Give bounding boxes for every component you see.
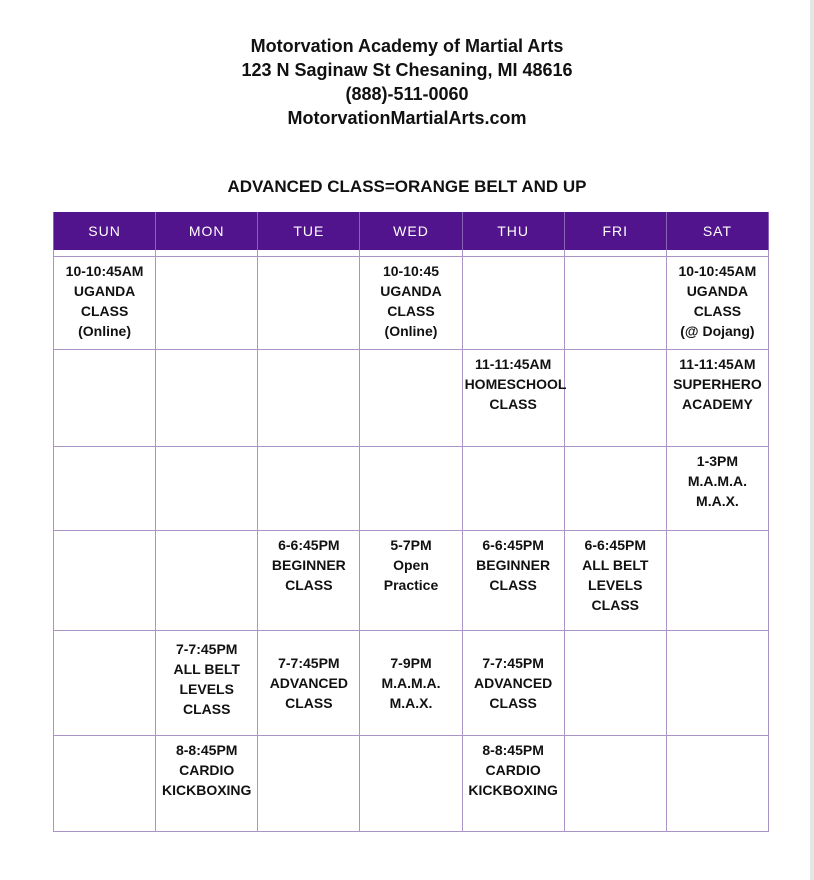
class-name-line: (Online): [78, 323, 132, 339]
class-name-line: HOMESCHOOL: [464, 376, 567, 392]
class-time: 1-3PM: [696, 453, 739, 469]
class-name-line: CARDIO: [179, 762, 235, 778]
schedule-subtitle: ADVANCED CLASS=ORANGE BELT AND UP: [227, 177, 587, 196]
class-time: 6-6:45PM: [584, 537, 646, 553]
class-cell: [462, 736, 564, 832]
empty-cell: [666, 631, 768, 736]
empty-cell: [564, 447, 666, 531]
class-cell: [360, 257, 462, 350]
empty-cell: [258, 447, 360, 531]
schedule-row: [54, 447, 769, 531]
empty-cell: [258, 736, 360, 832]
class-name-line: ALL BELT: [582, 557, 649, 573]
academy-phone: (888)-511-0060: [345, 84, 469, 104]
class-cell: [360, 631, 462, 736]
class-time: 7-7:45PM: [482, 655, 544, 671]
class-time: 11-11:45AM: [474, 356, 552, 372]
empty-cell: [564, 350, 666, 447]
class-name-line: CLASS: [182, 701, 231, 717]
class-name-line: UGANDA: [380, 283, 442, 299]
class-name-line: Open: [393, 557, 429, 573]
class-name-line: ADVANCED: [269, 675, 348, 691]
empty-cell: [156, 257, 258, 350]
class-name-line: KICKBOXING: [161, 782, 252, 798]
day-header-fri: FRI: [564, 212, 666, 250]
schedule-row: [54, 257, 769, 350]
academy-name: Motorvation Academy of Martial Arts: [250, 36, 564, 56]
class-cell: [156, 736, 258, 832]
academy-website: MotorvationMartialArts.com: [287, 108, 527, 128]
empty-cell: [258, 257, 360, 350]
class-name-line: UGANDA: [686, 283, 749, 299]
class-name-line: CLASS: [489, 396, 537, 412]
class-name-line: CLASS: [387, 303, 435, 319]
class-name-line: ALL BELT: [173, 661, 240, 677]
class-time: 8-8:45PM: [482, 742, 544, 758]
empty-cell: [54, 736, 156, 832]
day-header-sat: SAT: [666, 212, 768, 250]
empty-cell: [462, 447, 564, 531]
class-cell: [666, 350, 768, 447]
empty-cell: [54, 447, 156, 531]
day-header-sun: SUN: [54, 212, 156, 250]
class-schedule-table: [53, 212, 769, 832]
class-time: 7-7:45PM: [278, 655, 340, 671]
day-header-mon: MON: [156, 212, 258, 250]
class-name-line: BEGINNER: [476, 557, 551, 573]
class-name-line: BEGINNER: [271, 557, 346, 573]
class-time: 10-10:45AM: [678, 263, 757, 279]
class-cell: [462, 350, 567, 447]
class-name-line: LEVELS: [179, 681, 234, 697]
empty-cell: [156, 531, 258, 631]
empty-cell: [360, 350, 462, 447]
empty-cell: [156, 350, 258, 447]
empty-cell: [564, 631, 666, 736]
class-name-line: M.A.X.: [696, 493, 739, 509]
class-name-line: (Online): [384, 323, 438, 339]
class-name-line: LEVELS: [588, 577, 643, 593]
class-name-line: KICKBOXING: [468, 782, 558, 798]
schedule-row: [54, 736, 769, 832]
class-cell: [462, 531, 564, 631]
class-cell: [666, 257, 768, 350]
class-time: 11-11:45AM: [679, 356, 756, 372]
class-name-line: ACADEMY: [682, 396, 753, 412]
class-cell: [156, 631, 258, 736]
day-header-tue: TUE: [258, 212, 360, 250]
class-name-line: CLASS: [489, 695, 537, 711]
day-header-thu: THU: [462, 212, 564, 250]
class-name-line: M.A.M.A.: [381, 675, 441, 691]
class-time: 7-9PM: [390, 655, 432, 671]
empty-cell: [360, 447, 462, 531]
schedule-row: [54, 631, 769, 736]
class-name-line: CARDIO: [485, 762, 541, 778]
empty-cell: [666, 736, 768, 832]
academy-address: 123 N Saginaw St Chesaning, MI 48616: [241, 60, 573, 80]
class-name-line: M.A.X.: [389, 695, 433, 711]
class-name-line: (@ Dojang): [680, 323, 755, 339]
class-name-line: CLASS: [591, 597, 639, 613]
empty-cell: [156, 447, 258, 531]
class-cell: [666, 447, 768, 531]
class-name-line: CLASS: [80, 303, 129, 319]
day-header-wed: WED: [360, 212, 462, 250]
empty-cell: [666, 531, 768, 631]
class-cell: [54, 257, 156, 350]
page-edge: [810, 0, 814, 880]
class-cell: [258, 631, 360, 736]
class-name-line: CLASS: [693, 303, 742, 319]
class-name-line: Practice: [383, 577, 439, 593]
class-name-line: M.A.M.A.: [687, 473, 747, 489]
empty-cell: [54, 531, 156, 631]
class-time: 6-6:45PM: [482, 537, 544, 553]
empty-cell: [360, 736, 462, 832]
class-name-line: SUPERHERO: [673, 376, 762, 392]
empty-cell: [564, 257, 666, 350]
class-cell: [462, 631, 564, 736]
academy-header: [0, 34, 814, 130]
empty-cell: [564, 736, 666, 832]
class-name-line: CLASS: [285, 695, 333, 711]
class-time: 8-8:45PM: [175, 742, 238, 758]
class-name-line: ADVANCED: [473, 675, 553, 691]
class-time: 6-6:45PM: [278, 537, 340, 553]
class-cell: [360, 531, 462, 631]
class-time: 7-7:45PM: [175, 641, 238, 657]
class-name-line: CLASS: [489, 577, 537, 593]
class-cell: [564, 531, 666, 631]
day-header-row: [54, 212, 769, 250]
class-time: 10-10:45AM: [65, 263, 144, 279]
schedule-row: [54, 350, 769, 447]
class-time: 10-10:45: [382, 263, 440, 279]
class-name-line: CLASS: [285, 577, 333, 593]
class-time: 5-7PM: [390, 537, 432, 553]
class-cell: [258, 531, 360, 631]
empty-cell: [462, 257, 564, 350]
empty-cell: [54, 350, 156, 447]
empty-cell: [258, 350, 360, 447]
empty-cell: [54, 631, 156, 736]
schedule-row: [54, 531, 769, 631]
class-name-line: UGANDA: [73, 283, 136, 299]
